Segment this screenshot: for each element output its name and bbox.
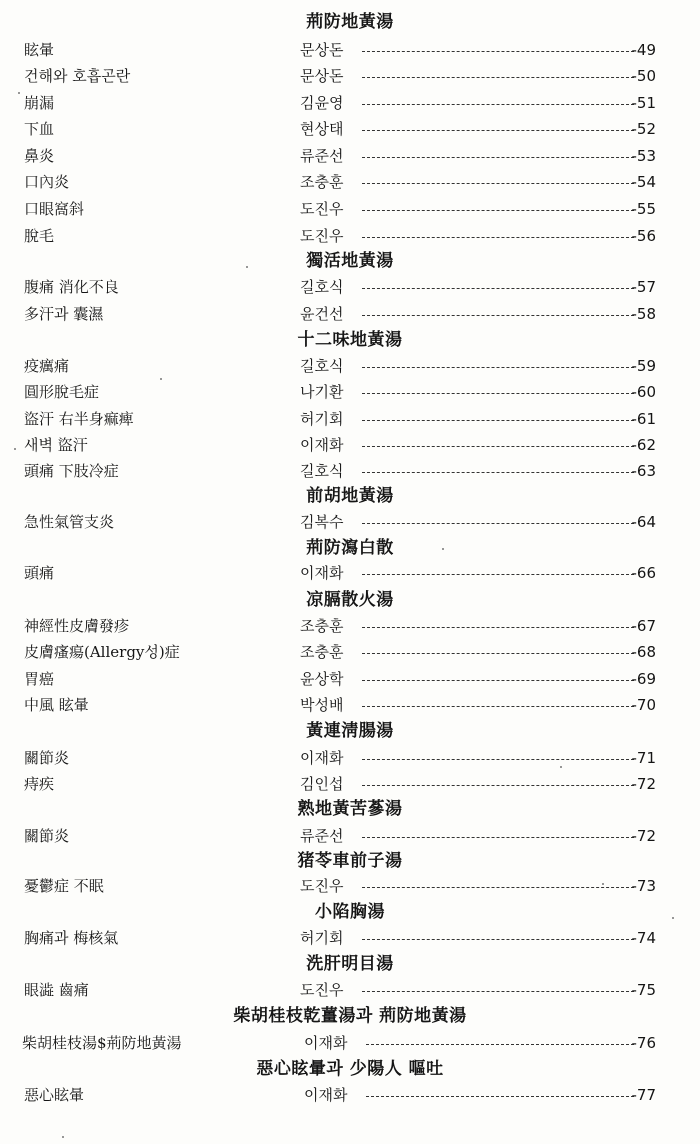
toc-entry[interactable] bbox=[0, 170, 700, 194]
entry-author: 이재화 bbox=[300, 436, 344, 454]
dot-leader bbox=[362, 523, 634, 524]
entry-author: 문상돈 bbox=[300, 67, 344, 85]
toc-entry[interactable] bbox=[0, 64, 700, 88]
entry-author: 이재화 bbox=[300, 749, 344, 767]
entry-page-number: -69 bbox=[631, 670, 656, 688]
entry-page-number: -75 bbox=[631, 981, 656, 999]
entry-page-number: -77 bbox=[631, 1086, 656, 1104]
entry-page-number: -55 bbox=[631, 200, 656, 218]
dot-leader bbox=[362, 157, 634, 158]
entry-page-number: -52 bbox=[631, 120, 656, 138]
entry-page-number: -72 bbox=[631, 827, 656, 845]
entry-page-number: -68 bbox=[631, 643, 656, 661]
entry-author: 도진우 bbox=[300, 227, 344, 245]
section-title: 凉膈散火湯 bbox=[306, 590, 394, 610]
entry-page-number: -67 bbox=[631, 617, 656, 635]
section-title: 黃連淸腸湯 bbox=[306, 721, 394, 741]
dot-leader bbox=[362, 420, 634, 421]
dot-leader bbox=[362, 183, 634, 184]
dot-leader bbox=[362, 706, 634, 707]
section-title: 熟地黃苦蔘湯 bbox=[297, 799, 403, 819]
scan-speck bbox=[442, 548, 444, 550]
entry-author: 문상돈 bbox=[300, 41, 344, 59]
toc-entry[interactable] bbox=[0, 640, 700, 664]
section-title: 惡心眩暈과 少陽人 嘔吐 bbox=[256, 1059, 444, 1079]
entry-page-number: -50 bbox=[631, 67, 656, 85]
toc-entry[interactable] bbox=[0, 224, 700, 248]
entry-page-number: -54 bbox=[631, 173, 656, 191]
dot-leader bbox=[362, 759, 634, 760]
scan-speck bbox=[560, 766, 562, 768]
entry-subject: 胸痛과 梅核氣 bbox=[24, 929, 119, 947]
entry-subject: 痔疾 bbox=[24, 775, 55, 793]
entry-subject: 憂鬱症 不眠 bbox=[24, 877, 104, 895]
entry-page-number: -76 bbox=[631, 1034, 656, 1052]
entry-subject: 頭痛 bbox=[24, 564, 55, 582]
toc-entry[interactable] bbox=[0, 459, 700, 483]
section-title: 猪苓車前子湯 bbox=[297, 851, 403, 871]
dot-leader bbox=[362, 627, 634, 628]
entry-subject: 圓形脫毛症 bbox=[24, 383, 100, 401]
scan-speck bbox=[602, 883, 604, 885]
entry-subject: 關節炎 bbox=[24, 827, 70, 845]
section-title: 荊防瀉白散 bbox=[306, 538, 394, 558]
dot-leader bbox=[366, 1096, 634, 1097]
dot-leader bbox=[362, 653, 634, 654]
dot-leader bbox=[362, 51, 634, 52]
entry-page-number: -53 bbox=[631, 147, 656, 165]
scan-speck bbox=[18, 92, 20, 94]
toc-entry[interactable] bbox=[0, 693, 700, 717]
entry-author: 윤상학 bbox=[300, 670, 344, 688]
toc-entry[interactable] bbox=[0, 824, 700, 848]
entry-author: 도진우 bbox=[300, 200, 344, 218]
entry-subject: 中風 眩暈 bbox=[24, 696, 89, 714]
toc-entry[interactable] bbox=[0, 354, 700, 378]
entry-author: 김윤영 bbox=[300, 94, 344, 112]
toc-entry[interactable] bbox=[0, 772, 700, 796]
dot-leader bbox=[362, 472, 634, 473]
scan-speck bbox=[246, 266, 248, 268]
entry-subject: 腹痛 消化不良 bbox=[24, 278, 119, 296]
dot-leader bbox=[362, 887, 634, 888]
entry-author: 조충훈 bbox=[300, 617, 344, 635]
toc-entry[interactable] bbox=[0, 561, 700, 585]
toc-entry[interactable] bbox=[0, 1031, 700, 1055]
entry-subject: 胃癌 bbox=[24, 670, 55, 688]
entry-author: 허기회 bbox=[300, 410, 344, 428]
dot-leader bbox=[362, 367, 634, 368]
toc-entry[interactable] bbox=[0, 978, 700, 1002]
entry-subject: 眼澁 齒痛 bbox=[24, 981, 89, 999]
entry-page-number: -70 bbox=[631, 696, 656, 714]
entry-subject: 건해와 호흡곤란 bbox=[24, 67, 131, 85]
entry-subject: 皮膚瘙瘍(Allergy성)症 bbox=[24, 643, 180, 661]
toc-entry[interactable] bbox=[0, 380, 700, 404]
entry-author: 도진우 bbox=[300, 877, 344, 895]
toc-entry[interactable] bbox=[0, 667, 700, 691]
entry-subject: 惡心眩暈 bbox=[24, 1086, 85, 1104]
entry-author: 이재화 bbox=[304, 1086, 348, 1104]
section-title: 荊防地黃湯 bbox=[306, 12, 394, 32]
dot-leader bbox=[362, 939, 634, 940]
entry-author: 조충훈 bbox=[300, 643, 344, 661]
scan-speck bbox=[160, 378, 162, 380]
entry-subject: 疫癘痛 bbox=[24, 357, 70, 375]
dot-leader bbox=[366, 1044, 634, 1045]
entry-subject: 柴胡桂枝湯$荊防地黃湯 bbox=[22, 1034, 182, 1052]
entry-author: 현상태 bbox=[300, 120, 344, 138]
toc-entry[interactable] bbox=[0, 117, 700, 141]
dot-leader bbox=[362, 130, 634, 131]
entry-author: 길호식 bbox=[300, 357, 344, 375]
entry-subject: 口眼窩斜 bbox=[24, 200, 85, 218]
dot-leader bbox=[362, 77, 634, 78]
scan-speck bbox=[62, 1136, 64, 1138]
entry-subject: 頭痛 下肢冷症 bbox=[24, 462, 119, 480]
dot-leader bbox=[362, 785, 634, 786]
toc-entry[interactable] bbox=[0, 38, 700, 62]
entry-author: 도진우 bbox=[300, 981, 344, 999]
section-title: 洗肝明目湯 bbox=[306, 954, 394, 974]
toc-entry[interactable] bbox=[0, 874, 700, 898]
entry-subject: 關節炎 bbox=[24, 749, 70, 767]
entry-author: 나기환 bbox=[300, 383, 344, 401]
entry-subject: 神經性皮膚發疹 bbox=[24, 617, 130, 635]
entry-author: 김인섭 bbox=[300, 775, 344, 793]
toc-entry[interactable] bbox=[0, 91, 700, 115]
toc-entry[interactable] bbox=[0, 197, 700, 221]
toc-entry[interactable] bbox=[0, 275, 700, 299]
entry-page-number: -74 bbox=[631, 929, 656, 947]
entry-page-number: -73 bbox=[631, 877, 656, 895]
section-title: 小陷胸湯 bbox=[315, 902, 385, 922]
toc-entry[interactable] bbox=[0, 614, 700, 638]
entry-page-number: -62 bbox=[631, 436, 656, 454]
entry-author: 류준선 bbox=[300, 147, 344, 165]
entry-subject: 鼻炎 bbox=[24, 147, 55, 165]
entry-page-number: -56 bbox=[631, 227, 656, 245]
entry-subject: 眩暈 bbox=[24, 41, 55, 59]
dot-leader bbox=[362, 574, 634, 575]
dot-leader bbox=[362, 315, 634, 316]
entry-author: 조충훈 bbox=[300, 173, 344, 191]
dot-leader bbox=[362, 393, 634, 394]
entry-author: 류준선 bbox=[300, 827, 344, 845]
toc-entry[interactable] bbox=[0, 746, 700, 770]
entry-subject: 새벽 盜汗 bbox=[24, 436, 88, 454]
entry-subject: 脫毛 bbox=[24, 227, 55, 245]
entry-page-number: -51 bbox=[631, 94, 656, 112]
entry-author: 길호식 bbox=[300, 462, 344, 480]
entry-page-number: -61 bbox=[631, 410, 656, 428]
entry-author: 이재화 bbox=[300, 564, 344, 582]
dot-leader bbox=[362, 210, 634, 211]
entry-page-number: -49 bbox=[631, 41, 656, 59]
entry-page-number: -58 bbox=[631, 305, 656, 323]
entry-page-number: -72 bbox=[631, 775, 656, 793]
entry-subject: 下血 bbox=[24, 120, 55, 138]
scan-speck bbox=[672, 917, 674, 919]
toc-entry[interactable] bbox=[0, 1083, 700, 1107]
toc-entry[interactable] bbox=[0, 407, 700, 431]
section-title: 十二味地黃湯 bbox=[297, 330, 403, 350]
entry-page-number: -63 bbox=[631, 462, 656, 480]
entry-page-number: -59 bbox=[631, 357, 656, 375]
entry-subject: 崩漏 bbox=[24, 94, 55, 112]
entry-page-number: -71 bbox=[631, 749, 656, 767]
section-title: 柴胡桂枝乾薑湯과 荊防地黃湯 bbox=[233, 1006, 467, 1026]
entry-subject: 盜汗 右半身痲痺 bbox=[24, 410, 134, 428]
entry-page-number: -64 bbox=[631, 513, 656, 531]
entry-subject: 口內炎 bbox=[24, 173, 70, 191]
section-title: 前胡地黃湯 bbox=[306, 486, 394, 506]
toc-entry[interactable] bbox=[0, 302, 700, 326]
toc-entry[interactable] bbox=[0, 510, 700, 534]
dot-leader bbox=[362, 837, 634, 838]
entry-subject: 多汗과 囊濕 bbox=[24, 305, 104, 323]
entry-author: 이재화 bbox=[304, 1034, 348, 1052]
entry-author: 김복수 bbox=[300, 513, 344, 531]
section-title: 獨活地黃湯 bbox=[306, 251, 394, 271]
toc-entry[interactable] bbox=[0, 144, 700, 168]
entry-author: 허기회 bbox=[300, 929, 344, 947]
entry-author: 길호식 bbox=[300, 278, 344, 296]
dot-leader bbox=[362, 104, 634, 105]
dot-leader bbox=[362, 680, 634, 681]
entry-page-number: -66 bbox=[631, 564, 656, 582]
entry-page-number: -60 bbox=[631, 383, 656, 401]
dot-leader bbox=[362, 288, 634, 289]
entry-page-number: -57 bbox=[631, 278, 656, 296]
toc-entry[interactable] bbox=[0, 433, 700, 457]
dot-leader bbox=[362, 237, 634, 238]
toc-entry[interactable] bbox=[0, 926, 700, 950]
scan-speck bbox=[14, 448, 16, 450]
entry-author: 윤건선 bbox=[300, 305, 344, 323]
entry-author: 박성배 bbox=[300, 696, 344, 714]
entry-subject: 急性氣管支炎 bbox=[24, 513, 115, 531]
dot-leader bbox=[362, 991, 634, 992]
dot-leader bbox=[362, 446, 634, 447]
